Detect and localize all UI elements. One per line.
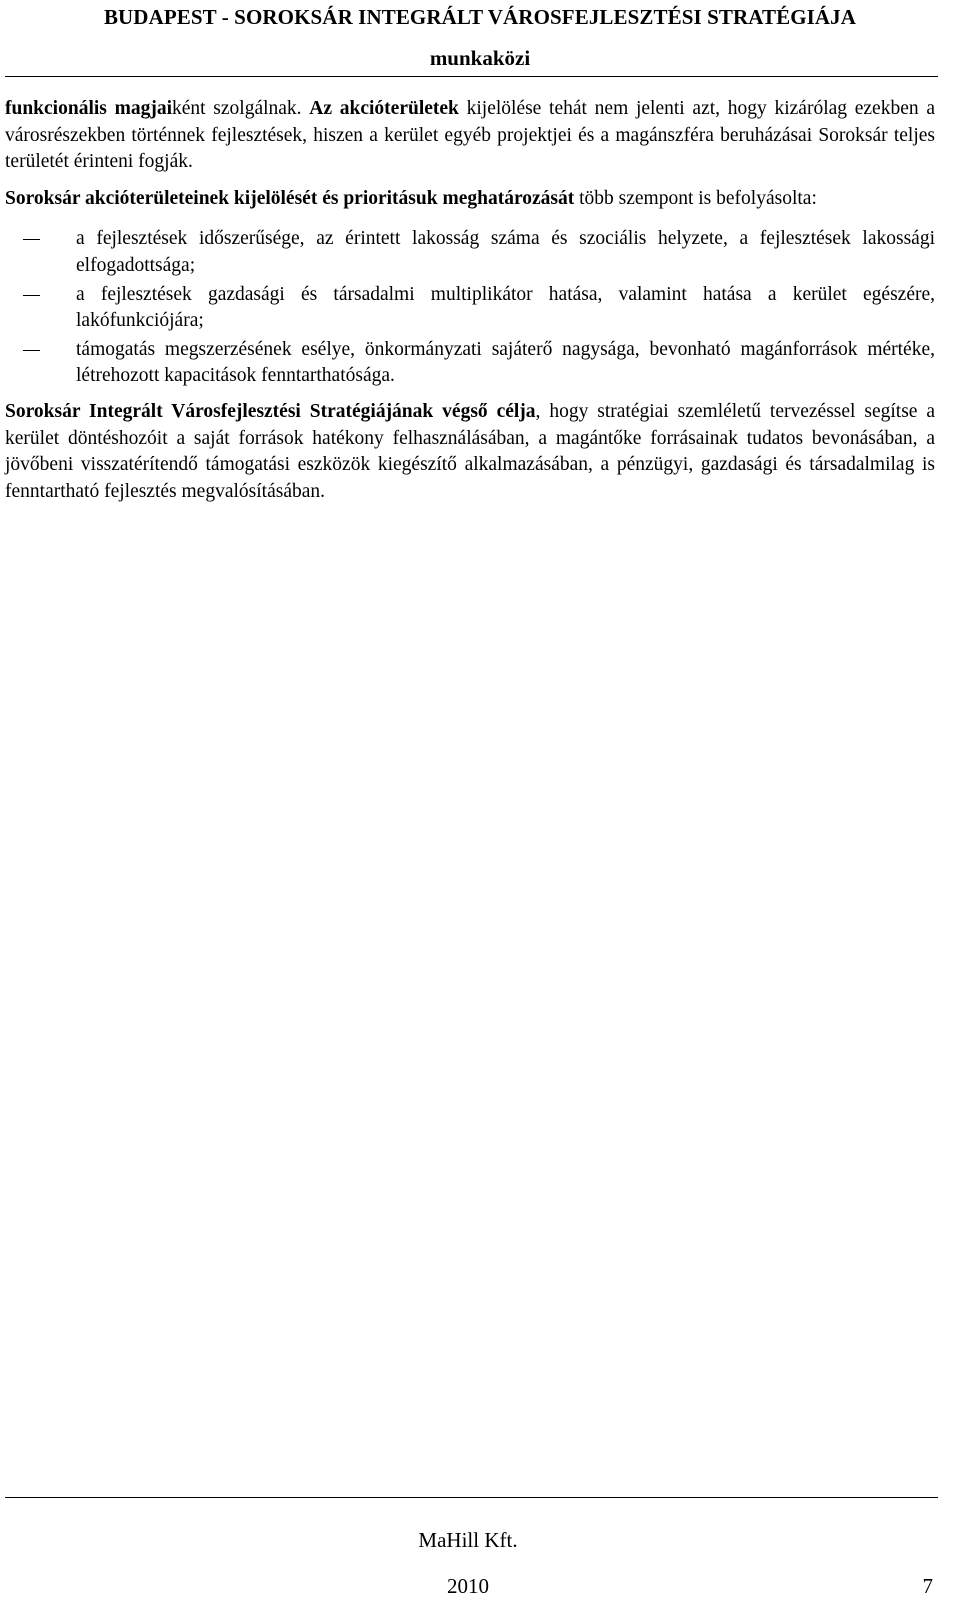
bold-text: funkcionális magjai xyxy=(5,98,172,119)
header-divider xyxy=(5,76,938,77)
paragraph-final-goal xyxy=(5,399,935,505)
dash-bullet-icon xyxy=(23,350,40,351)
list-item-text: támogatás megszerzésének esélye, önkormányzati sajáterő nagysága, bevonható magánforrások mértéke, létrehozott kapacitások fenntarthatósága. xyxy=(76,338,935,387)
bold-text: Soroksár Integrált Városfejlesztési Stratégiájának végső célja xyxy=(5,400,536,422)
paragraph-criteria-intro xyxy=(5,186,935,213)
page-number: 7 xyxy=(922,1574,933,1598)
document-subtitle: munkaközi xyxy=(429,46,531,70)
bold-text: Soroksár akcióterületeinek kijelölését és prioritásuk meghatározását xyxy=(5,187,575,209)
criteria-list xyxy=(5,226,935,390)
paragraph-action-areas xyxy=(5,96,935,176)
footer-year: 2010 xyxy=(447,1574,489,1598)
dash-bullet-icon xyxy=(23,295,40,296)
footer-company: MaHill Kft. xyxy=(418,1528,518,1552)
list-item xyxy=(5,282,935,335)
page-body xyxy=(5,96,935,505)
body-text: több szempont is befolyásolta: xyxy=(574,187,817,209)
list-item xyxy=(5,226,935,279)
body-text: kijelölése tehát nem jelenti azt, hogy kizárólag ezekben a városrészekben történnek fejlesztések, hiszen a kerület egyéb projektjei és a magánszféra beruházásai Soroksár teljes területét érinteni fogják. xyxy=(5,98,935,173)
list-item xyxy=(5,337,935,390)
document-title: BUDAPEST - SOROKSÁR INTEGRÁLT VÁROSFEJLESZTÉSI STRATÉGIÁJA xyxy=(103,5,857,29)
list-item-text: a fejlesztések gazdasági és társadalmi multiplikátor hatása, valamint hatása a kerület egészére, lakófunkciójára; xyxy=(76,283,935,332)
body-text: ként szolgálnak. xyxy=(172,98,310,119)
dash-bullet-icon xyxy=(23,239,40,240)
list-item-text: a fejlesztések időszerűsége, az érintett lakosság száma és szociális helyzete, a fejlesztések lakossági elfogadottsága; xyxy=(76,228,935,276)
body-text: , hogy stratégiai szemléletű tervezéssel segítse a kerület döntéshozóit a saját források hatékony felhasználásában, a magántőke forrásainak tudatos bevonásában, a jövőbeni visszatérítendő támogatási eszközök kiegészítő alkalmazásában, a pénzügyi, gazdasági és társadalmilag is fenntartható fejlesztés megvalósításában. xyxy=(5,400,936,502)
bold-text: Az akcióterületek xyxy=(309,98,459,119)
footer-divider xyxy=(5,1497,938,1498)
